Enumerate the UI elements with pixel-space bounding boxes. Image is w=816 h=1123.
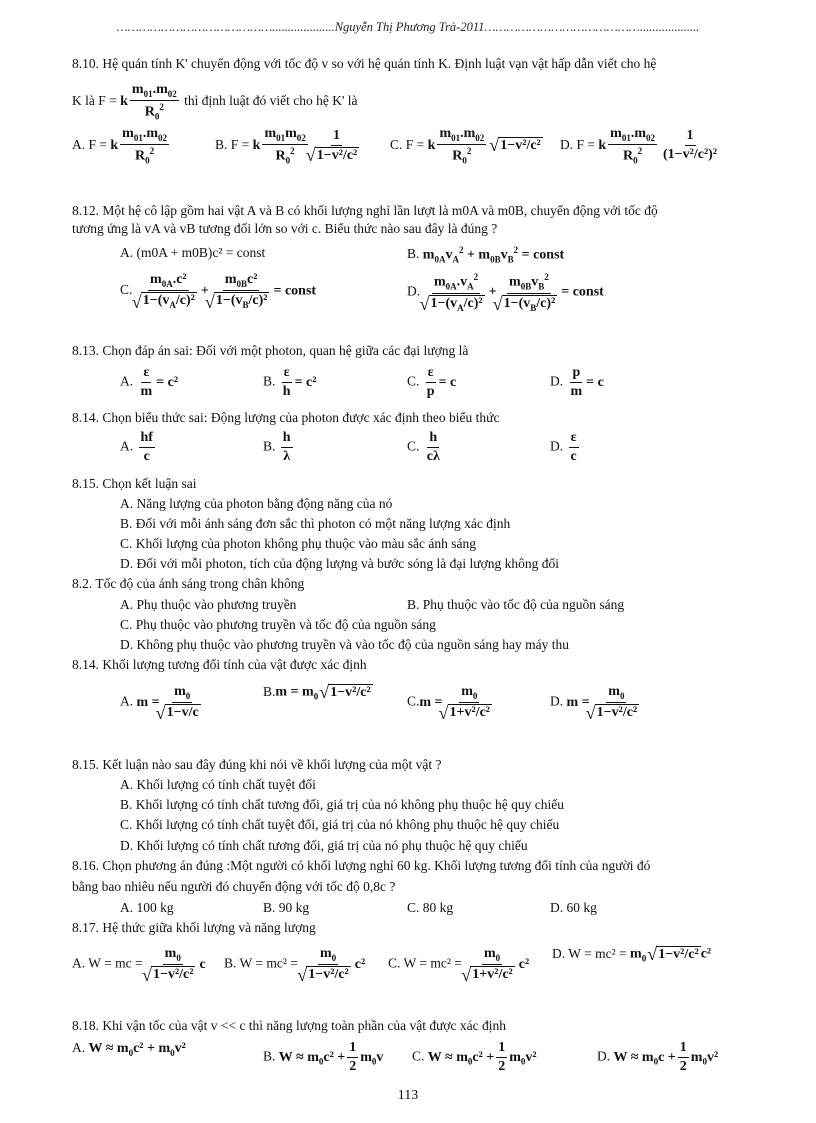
q817-option-d: D. $W = mc^2 = m_0√$ 1−v²/c² c²	[552, 946, 711, 964]
q813-option-a: A. $\frac{\varepsilon}{m}$ = c²	[120, 365, 179, 400]
q817-option-c: C. W = mc² = $m_0$ √ 1+v²/c² c²	[388, 946, 529, 983]
q815a-option-b: B. Đối với mỗi ánh sáng đơn sắc thì photon có một năng lượng xác định	[120, 516, 511, 531]
question-8-14-b: 8.14. Khối lượng tương đối tính của vật được xác định	[72, 657, 367, 672]
page-header: ……………………………………....................Nguyễn Thị Phương Trà-2011……………………………………...................	[116, 20, 700, 34]
question-8-10-formula-line: K là F = k $\frac{m_{01}.m_{02}}{R_0^2}$ thì định luật đó viết cho hệ K' là	[72, 82, 358, 122]
q817-option-a: A. W = mc = $m_0$ √ 1−v²/c² c	[72, 946, 206, 983]
q810-prefix: K là F =	[72, 93, 117, 109]
question-8-15-a: 8.15. Chọn kết luận sai	[72, 476, 197, 491]
q810-option-c: C. F = k $\frac{m_{01}.m_{02}}{R_0^2}$ √ 1−v²/c²	[390, 126, 543, 166]
q816-option-b: B. 90 kg	[263, 900, 310, 915]
q812-option-a: A. (m0A + m0B)c² = const	[120, 245, 266, 260]
q815a-option-c: C. Khối lượng của photon không phụ thuộc vào màu sắc ánh sáng	[120, 536, 477, 551]
q812-option-c: C. $m_{0A}.c^2$ √ $1-(v_A/c)^2$ + $m_{0B}c^2$ √ $1-(v_B/c)^2$ = const	[120, 272, 316, 310]
question-8-16: 8.16. Chọn phương án đúng :Một người có khối lượng nghỉ 60 kg. Khối lượng tương đối tính của người đó	[72, 858, 651, 873]
q815b-option-d: D. Khối lượng có tính chất tương đối, giá trị của nó phụ thuộc hệ quy chiếu	[120, 838, 528, 853]
q816-option-c: C. 80 kg	[407, 900, 454, 915]
q813-option-b: B. $\frac{\varepsilon}{h}$ = c²	[263, 365, 317, 400]
q813-option-c: C. $\frac{\varepsilon}{p}$ = c	[407, 365, 457, 400]
q816-option-a: A. 100 kg	[120, 900, 174, 915]
question-8-18: 8.18. Khi vận tốc của vật v << c thì năng lượng toàn phần của vật được xác định	[72, 1018, 507, 1033]
q82-option-a: A. Phụ thuộc vào phương truyền	[120, 597, 297, 612]
q818-option-c: C. $W \approx m_0c^2$ + $\frac{1}{2}$ $m_0v^2$	[412, 1040, 537, 1075]
q817-option-b: B. W = mc² = $m_0$ √ 1−v²/c² c²	[224, 946, 365, 983]
q814a-option-d: D. $\frac{\varepsilon}{c}$	[550, 430, 577, 465]
q814b-option-c: C.m = $m_0$ √ 1+v²/c²	[407, 684, 496, 721]
question-8-12-line2: tương ứng là vA và vB tương đối lớn so với c. Biểu thức nào sau đây là đúng ?	[72, 221, 498, 236]
q814b-option-b: $B.m = m_0√$ 1−v²/c²	[263, 684, 373, 702]
q815b-option-b: B. Khối lượng có tính chất tương đối, giá trị của nó không phụ thuộc hệ quy chiếu	[120, 797, 564, 812]
q810-option-b: B. F = k $\frac{m_{01}m_{02}}{R_0^2}$ 1 √ 1−v²/c²	[215, 126, 363, 166]
q814a-option-c: C. $\frac{h}{c\lambda}$	[407, 430, 440, 465]
q812-option-b: B. $m_{0A}v_A^2 + m_{0B}v_B^2$ = const	[407, 245, 565, 265]
q815a-option-a: A. Năng lượng của photon bằng động năng của nó	[120, 496, 393, 511]
q82-option-b: B. Phụ thuộc vào tốc độ của nguồn sáng	[407, 597, 625, 612]
q813-option-d: D. $\frac{p}{m}$ = c	[550, 365, 604, 400]
q82-option-c: C. Phụ thuộc vào phương truyền và tốc độ của nguồn sáng	[120, 617, 436, 632]
q818-option-b: B. $W \approx m_0c^2$ + $\frac{1}{2}$ $m_0v$	[263, 1040, 384, 1075]
q818-option-d: D. $W \approx m_0c$ + $\frac{1}{2}$ $m_0v^2$	[597, 1040, 719, 1075]
q812-option-d: D. $m_{0A}.v_A^2$ √ $1-(v_A/c)^2$ + $m_{0B}v_B^2$ √ $1-(v_B/c)^2$ = const	[407, 272, 604, 313]
q810-option-a: A. F = k $\frac{m_{01}.m_{02}}{R_0^2}$	[72, 126, 168, 166]
question-8-17: 8.17. Hệ thức giữa khối lượng và năng lượng	[72, 920, 316, 935]
q814b-option-d: D. m = $m_0$ √ 1−v²/c²	[550, 684, 643, 721]
q815b-option-a: A. Khối lượng có tính chất tuyệt đối	[120, 777, 316, 792]
q816-option-d: D. 60 kg	[550, 900, 597, 915]
q82-option-d: D. Không phụ thuộc vào phương truyền và vào tốc độ của nguồn sáng hay máy thu	[120, 637, 569, 652]
question-8-2: 8.2. Tốc độ của ánh sáng trong chân không	[72, 576, 305, 591]
q810-suffix: thì định luật đó viết cho hệ K' là	[184, 93, 358, 109]
question-8-13: 8.13. Chọn đáp án sai: Đối với một photon, quan hệ giữa các đại lượng là	[72, 343, 469, 358]
q818-option-a: A. $W \approx m_0c^2 + m_0v^2$	[72, 1040, 186, 1058]
q815a-option-d: D. Đối với mỗi photon, tích của động lượng và bước sóng là đại lượng không đổi	[120, 556, 559, 571]
q814a-option-b: B. $\frac{h}{\lambda}$	[263, 430, 291, 465]
q814a-option-a: A. $\frac{hf}{c}$	[120, 430, 153, 465]
question-8-14-a: 8.14. Chọn biểu thức sai: Động lượng của photon được xác định theo biểu thức	[72, 410, 500, 425]
q815b-option-c: C. Khối lượng có tính chất tuyệt đối, giá trị của nó không phụ thuộc hệ quy chiếu	[120, 817, 560, 832]
q814b-option-a: A. m = $m_0$ √ 1−v/c	[120, 684, 205, 721]
q810-option-d: D. F = k $\frac{m_{01}.m_{02}}{R_0^2}$ $\frac{1}{\text{(1−v²/c²)²}}$	[560, 126, 718, 166]
page-number: 113	[397, 1088, 419, 1103]
question-8-10: 8.10. Hệ quán tính K' chuyển động với tốc độ v so với hệ quán tính K. Định luật vạn vật hấp dẫn viết cho hệ	[72, 56, 657, 71]
question-8-16-line2: bằng bao nhiêu nếu người đó chuyển động với tốc độ 0,8c ?	[72, 879, 396, 894]
question-8-15-b: 8.15. Kết luận nào sau đây đúng khi nói về khối lượng của một vật ?	[72, 757, 442, 772]
question-8-12: 8.12. Một hệ cô lập gồm hai vật A và B có khối lượng nghỉ lần lượt là m0A và m0B, chuyển động với tốc độ	[72, 203, 658, 218]
